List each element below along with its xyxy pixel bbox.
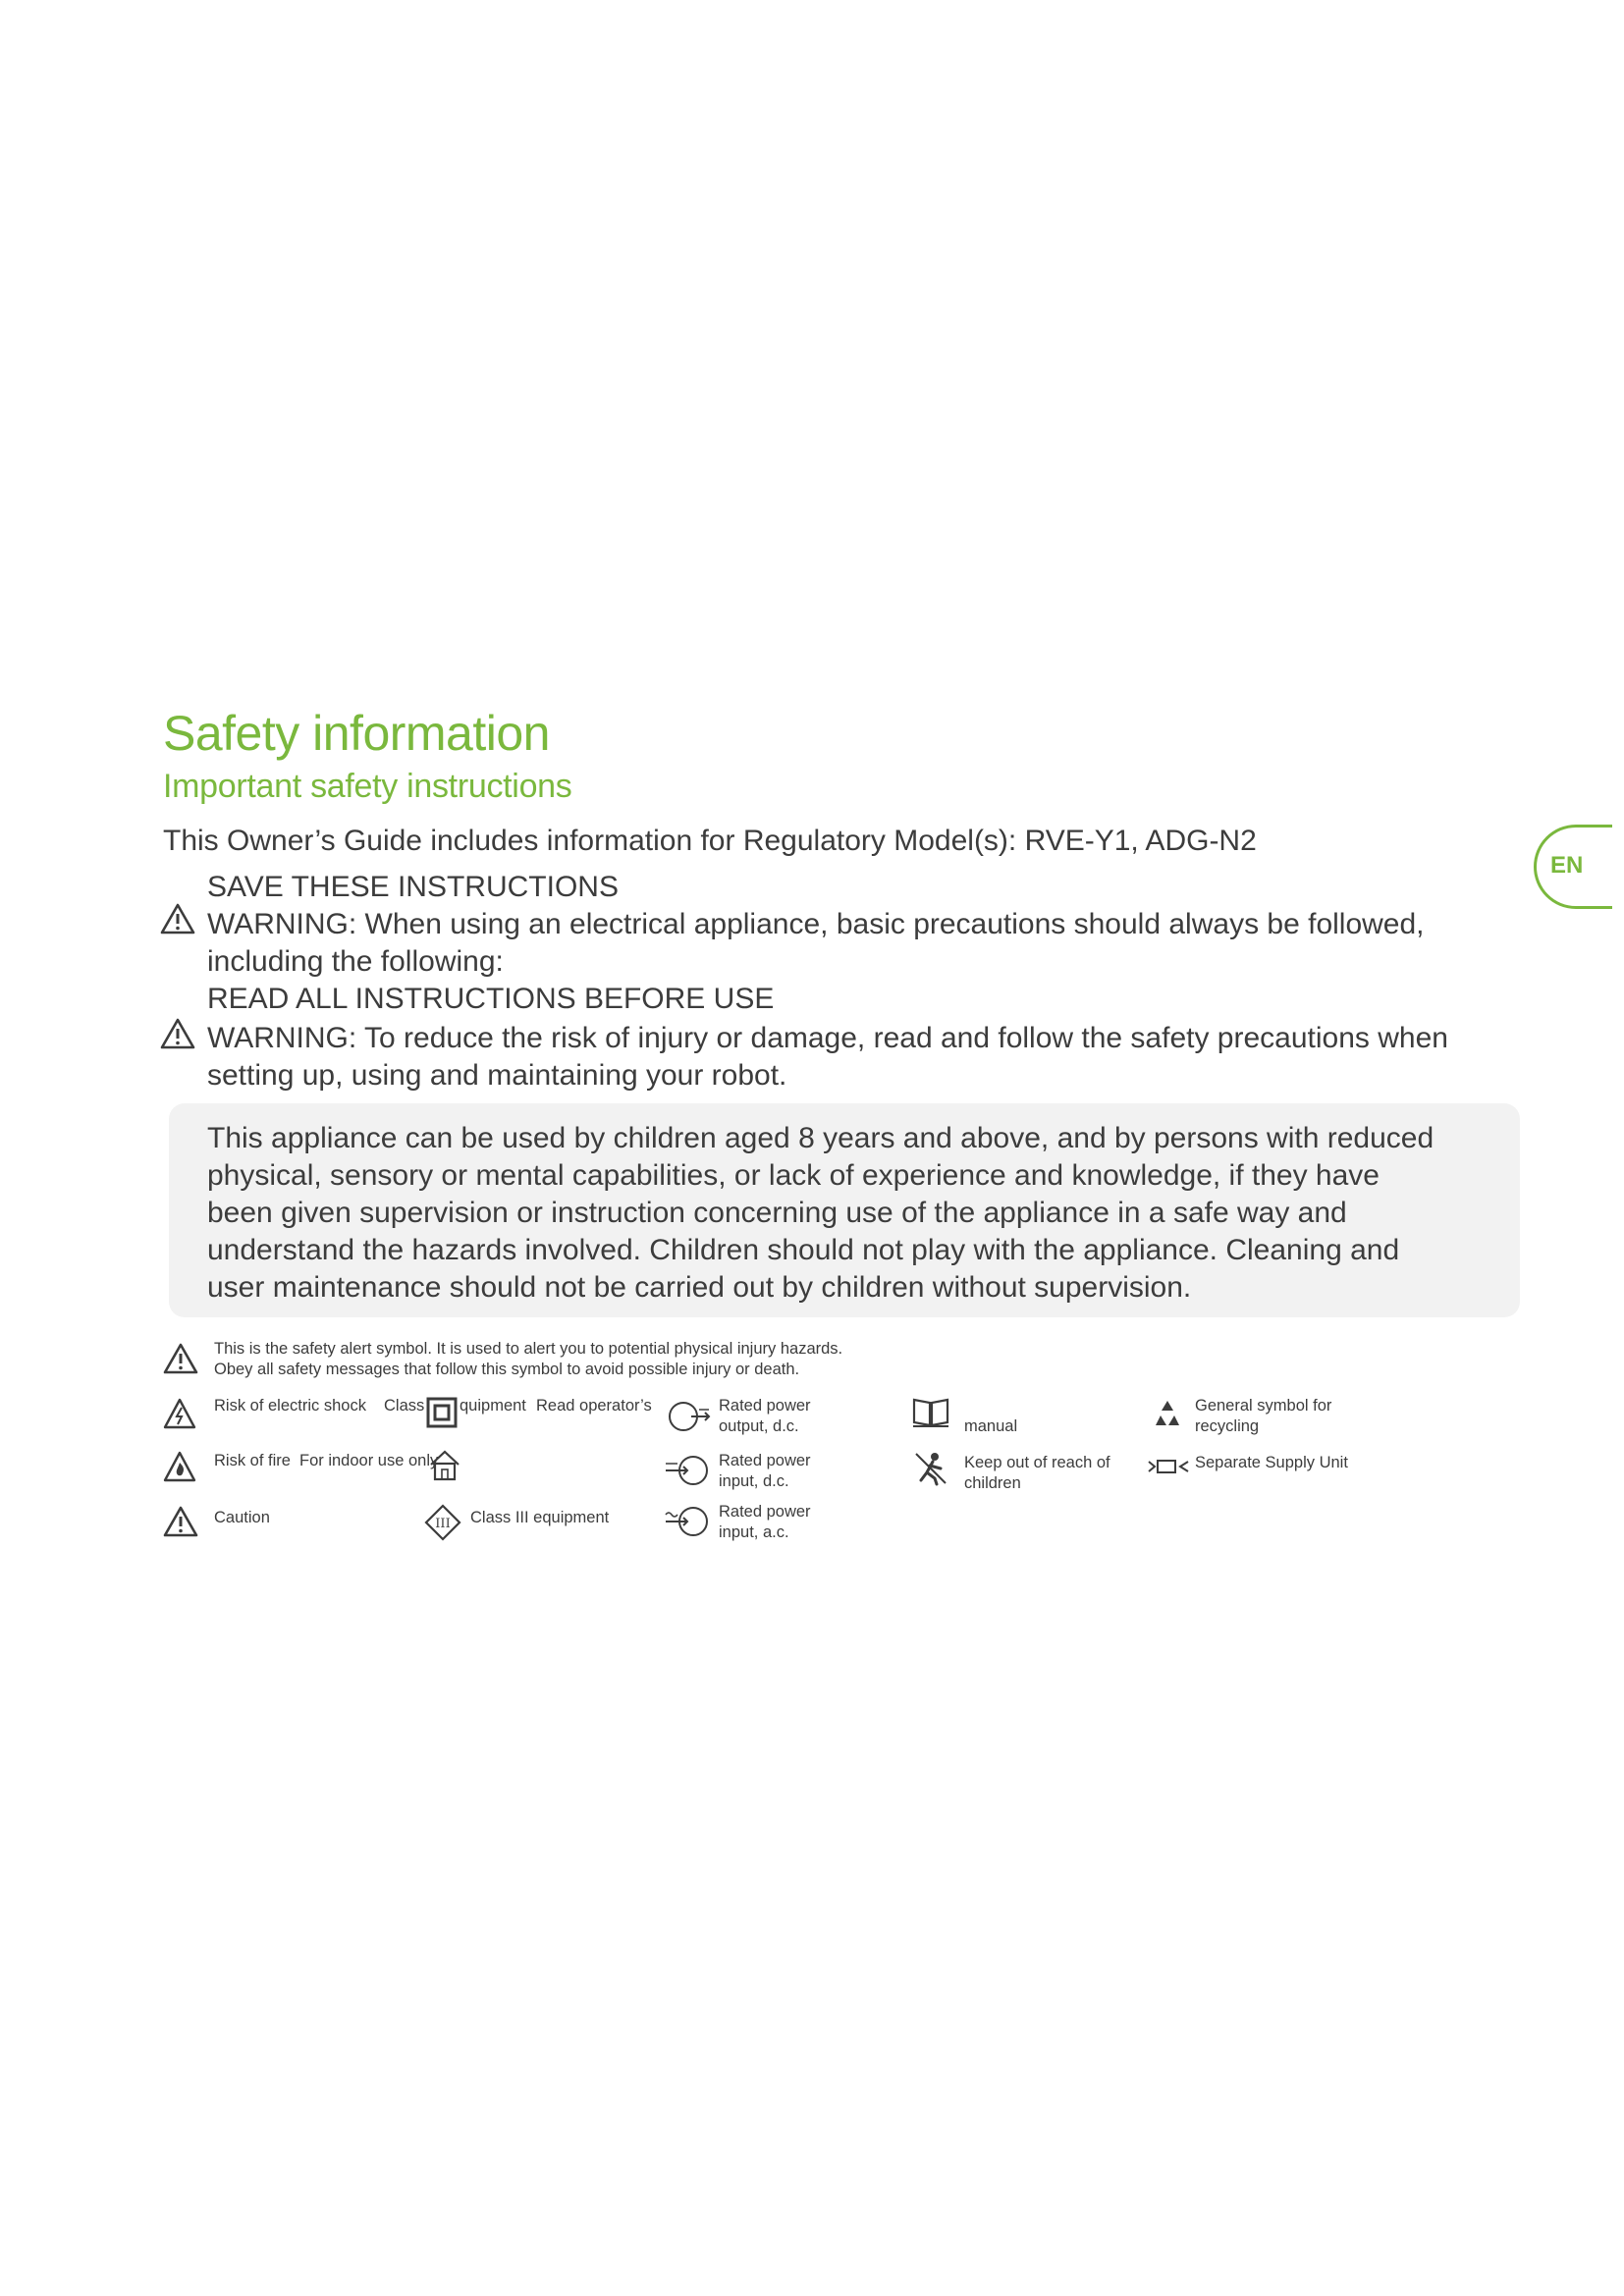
warning1-line2: including the following:	[207, 945, 504, 978]
electric-shock-icon	[163, 1398, 196, 1429]
manual-label: manual	[964, 1417, 1018, 1435]
class-iii-label: Class III equipment	[470, 1509, 610, 1526]
notice-line: physical, sensory or mental capabilities, or lack of experience and knowledge, if they have	[207, 1159, 1380, 1192]
rated-input-ac-label2: input, a.c.	[719, 1523, 789, 1541]
caution-icon	[163, 1506, 198, 1537]
indoor-label: For indoor use only	[299, 1452, 439, 1469]
notice-line: user maintenance should not be carried out by children without supervision.	[207, 1271, 1192, 1304]
language-tab-label: EN	[1550, 852, 1584, 879]
class-ii-label-prefix: Class	[384, 1397, 425, 1415]
safety-alert-line2: Obey all safety messages that follow this symbol to avoid possible injury or death.	[214, 1361, 800, 1378]
fire-icon	[163, 1451, 196, 1482]
electric-shock-label: Risk of electric shock	[214, 1397, 366, 1415]
rated-input-dc-label2: input, d.c.	[719, 1472, 789, 1490]
svg-text:III: III	[435, 1517, 451, 1531]
keep-out-label2: children	[964, 1474, 1021, 1492]
class-iii-icon	[424, 1504, 461, 1541]
read-operator-label: Read operator’s	[536, 1397, 652, 1415]
page-subtitle: Important safety instructions	[163, 768, 572, 805]
warning-triangle-icon	[160, 1018, 195, 1049]
read-instructions: READ ALL INSTRUCTIONS BEFORE USE	[207, 983, 775, 1015]
rated-output-dc-label2: output, d.c.	[719, 1417, 799, 1435]
safety-alert-line1: This is the safety alert symbol. It is used to alert you to potential physical injury hazards.	[214, 1340, 843, 1358]
read-manual-icon	[911, 1396, 950, 1429]
fire-label: Risk of fire	[214, 1452, 291, 1469]
rated-input-dc-label1: Rated power	[719, 1452, 811, 1469]
warning-triangle-icon	[160, 903, 195, 934]
recycling-icon	[1151, 1398, 1184, 1431]
save-instructions: SAVE THESE INSTRUCTIONS	[207, 871, 619, 903]
caution-label: Caution	[214, 1509, 270, 1526]
warning2-line1: WARNING: To reduce the risk of injury or damage, read and follow the safety precautions when	[207, 1022, 1448, 1054]
notice-line: understand the hazards involved. Children should not play with the appliance. Cleaning and	[207, 1234, 1400, 1266]
recycling-label2: recycling	[1195, 1417, 1260, 1435]
separate-supply-label: Separate Supply Unit	[1195, 1454, 1348, 1471]
notice-line: This appliance can be used by children aged 8 years and above, and by persons with reduced	[207, 1122, 1435, 1154]
language-tab[interactable]	[1534, 825, 1612, 909]
page-title: Safety information	[163, 706, 550, 761]
rated-input-ac-label1: Rated power	[719, 1503, 811, 1521]
rated-output-dc-icon	[666, 1401, 711, 1432]
class-ii-label-suffix: quipment	[460, 1397, 526, 1415]
class-ii-icon	[426, 1397, 458, 1428]
warning1-line1: WARNING: When using an electrical appliance, basic precautions should always be followed,	[207, 908, 1425, 940]
notice-line: been given supervision or instruction concerning use of the appliance in a safe way and	[207, 1197, 1347, 1229]
intro-text: This Owner’s Guide includes information for Regulatory Model(s): RVE-Y1, ADG-N2	[163, 825, 1257, 857]
keep-out-label1: Keep out of reach of	[964, 1454, 1110, 1471]
warning2-line2: setting up, using and maintaining your robot.	[207, 1059, 787, 1092]
separate-supply-icon	[1147, 1459, 1190, 1474]
rated-input-dc-icon	[664, 1455, 711, 1486]
recycling-label1: General symbol for	[1195, 1397, 1332, 1415]
keep-away-children-icon	[913, 1451, 948, 1486]
rated-output-dc-label1: Rated power	[719, 1397, 811, 1415]
rated-input-ac-icon	[664, 1506, 711, 1537]
safety-alert-icon	[163, 1343, 198, 1374]
indoor-use-icon	[428, 1449, 461, 1482]
